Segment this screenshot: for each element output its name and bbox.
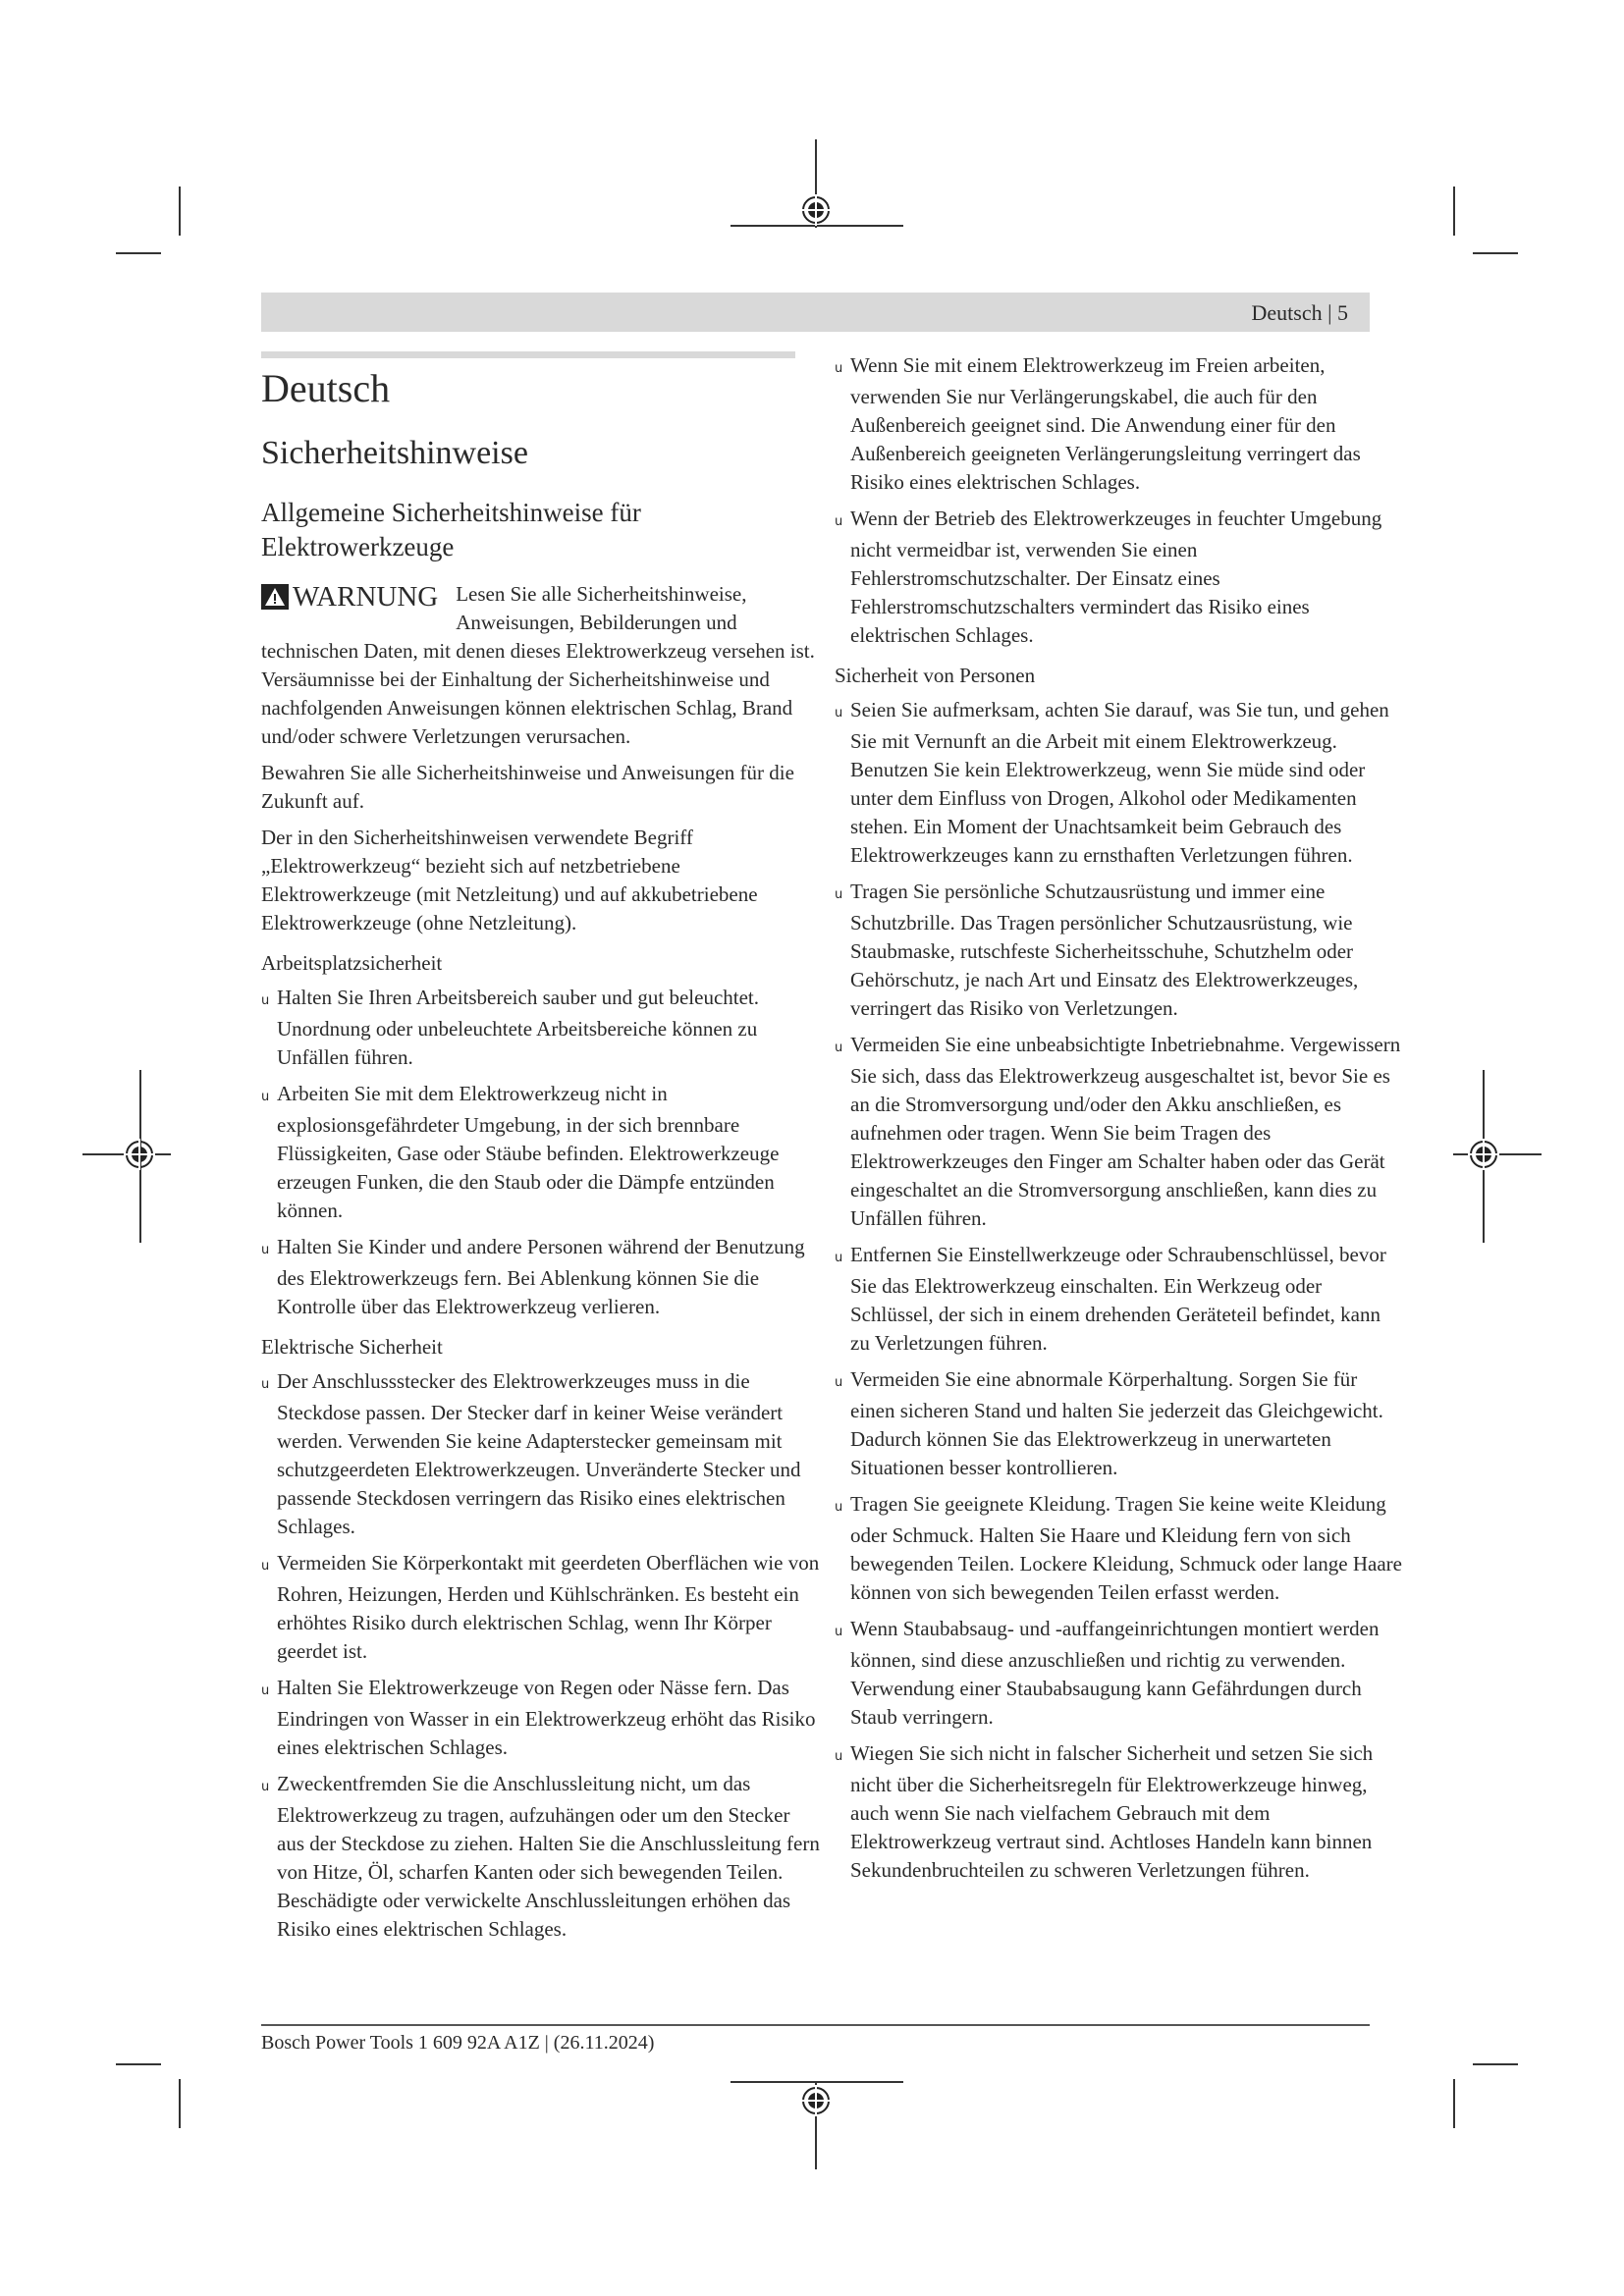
bullet-icon: u: [835, 1251, 843, 1265]
bullet-icon: u: [261, 1779, 270, 1794]
bullet-icon: u: [835, 887, 843, 902]
list-item: u Entfernen Sie Einstellwerkzeuge oder Schraubenschlüssel, bevor Sie das Elektrowerkzeug einschalten. Ein Werkzeug oder Schlüssel, der sich in einem drehenden Geräteteil befindet, kann zu Verletzungen führen.: [835, 1243, 1386, 1355]
bullet-icon: u: [261, 1242, 270, 1257]
list-item: u Tragen Sie geeignete Kleidung. Tragen Sie keine weite Kleidung oder Schmuck. Halten Sie Haare und Kleidung fern von sich bewegenden Teilen. Lockere Kleidung, Schmuck oder lange Haare können von sich bewegenden Teilen erfasst werden.: [835, 1492, 1402, 1604]
crop-mark: [116, 2063, 161, 2065]
intro-paragraph: Bewahren Sie alle Sicherheitshinweise und Anweisungen für die Zukunft auf.: [261, 760, 794, 813]
bullet-icon: u: [261, 1682, 270, 1698]
page-label: Deutsch | 5: [1251, 300, 1348, 325]
list-item: u Tragen Sie persönliche Schutzausrüstung und immer eine Schutzbrille. Das Tragen persönlicher Schutzausrüstung, wie Staubmaske, rutschfeste Sicherheitsschuhe, Schutzhelm oder Gehörschutz, je nach Art und Einsatz des Elektrowerkzeuges, verringert das Risiko von Verletzungen.: [835, 880, 1359, 1020]
bullet-icon: u: [835, 1041, 843, 1055]
warning-triangle-icon: [261, 584, 289, 610]
registration-mark-icon: [800, 2085, 832, 2116]
bullet-icon: u: [835, 706, 843, 721]
warning-label: [261, 580, 438, 614]
warning-text-label: WARNUNG: [293, 580, 439, 613]
list-item: u Der Anschlussstecker des Elektrowerkzeuges muss in die Steckdose passen. Der Stecker darf in keiner Weise verändert werden. Verwenden Sie keine Adapterstecker gemeinsam mit schutzgeerdeten Elektrowerkzeugen. Unveränderte Stecker und passende Steckdosen verringern das Risiko eines elektrischen Schlages.: [261, 1368, 801, 1538]
list-item: u Vermeiden Sie eine abnormale Körperhaltung. Sorgen Sie für einen sicheren Stand und halten Sie jederzeit das Gleichgewicht. Dadurch können Sie das Elektrowerkzeug in unerwarteten Situationen besser kontrollieren.: [835, 1367, 1383, 1479]
list-item: u Halten Sie Ihren Arbeitsbereich sauber und gut beleuchtet. Unordnung oder unbeleuchtete Arbeitsbereiche können zu Unfällen führen.: [261, 985, 759, 1069]
list-arbeitsplatz: [261, 984, 821, 1321]
list-item: u Wenn Staubabsaug- und -auffangeinrichtungen montiert werden können, sind diese anzuschließen und richtig zu verwenden. Verwendung einer Staubabsaugung kann Gefährdungen durch Staub verringern.: [835, 1617, 1380, 1729]
section-title: Sicherheitshinweise: [261, 435, 528, 471]
footer-rule: [261, 2024, 1370, 2026]
bullet-icon: u: [835, 1749, 843, 1764]
crop-mark: [1473, 2063, 1518, 2065]
list-item: u Zweckentfremden Sie die Anschlussleitung nicht, um das Elektrowerkzeug zu tragen, aufzuhängen oder um den Stecker aus der Steckdose zu ziehen. Halten Sie die Anschlussleitung fern von Hitze, Öl, scharfen Kanten oder sich bewegenden Teilen. Beschädigte oder verwickelte Anschlussleitungen erhöhen das Risiko eines elektrischen Schlages.: [261, 1771, 820, 1941]
warning-block: [261, 580, 821, 751]
bullet-icon: u: [835, 1625, 843, 1639]
list-personen: [835, 696, 1404, 1885]
crop-mark: [179, 187, 181, 236]
list-item: u Halten Sie Kinder und andere Personen während der Benutzung des Elektrowerkzeugs fern. Bei Ablenkung können Sie die Kontrolle über das Elektrowerkzeug verlieren.: [261, 1234, 805, 1318]
list-elektrisch-continued: [835, 351, 1404, 650]
list-item: u Vermeiden Sie eine unbeabsichtigte Inbetriebnahme. Vergewissern Sie sich, dass das Elektrowerkzeug ausgeschaltet ist, bevor Sie es an die Stromversorgung und/oder den Akku anschließen, es aufnehmen oder tragen. Wenn Sie beim Tragen des Elektrowerkzeuges den Finger am Schalter haben oder das Gerät eingeschaltet an die Stromversorgung anschließen, kann dies zu Unfällen führen.: [835, 1033, 1401, 1230]
list-item: u Wenn der Betrieb des Elektrowerkzeuges in feuchter Umgebung nicht vermeidbar ist, verwenden Sie einen Fehlerstromschutzschalter. Der Einsatz eines Fehlerstromschutzschalters vermindert das Risiko eines elektrischen Schlages.: [835, 507, 1382, 647]
bullet-icon: u: [835, 1375, 843, 1390]
page-title: Deutsch: [261, 366, 391, 410]
bullet-icon: u: [835, 361, 843, 376]
warning-text: Lesen Sie alle Sicherheitshinweise, Anweisungen, Bebilderungen und technischen Daten, mit denen dieses Elektrowerkzeug versehen ist. Versäumnisse bei der Einhaltung der Sicherheitshinweise und nachfolgenden Anweisungen können elektrischen Schlag, Brand und/oder schwere Verletzungen verursachen.: [261, 581, 815, 748]
page-header: [261, 293, 1370, 332]
list-item: u Seien Sie aufmerksam, achten Sie darauf, was Sie tun, und gehen Sie mit Vernunft an die Arbeit mit einem Elektrowerkzeug. Benutzen Sie kein Elektrowerkzeug, wenn Sie müde sind oder unter dem Einfluss von Drogen, Alkohol oder Medikamenten stehen. Ein Moment der Unachtsamkeit beim Gebrauch des Elektrowerkzeuges kann zu ernsthaften Verletzungen führen.: [835, 698, 1389, 867]
column-rule: [261, 351, 795, 358]
crop-mark: [1453, 187, 1455, 236]
subsection-title: Allgemeine Sicherheitshinweise für Elektrowerkzeuge: [261, 497, 641, 561]
registration-mark-icon: [1468, 1139, 1499, 1170]
bullet-icon: u: [835, 514, 843, 529]
heading-elektrisch: Elektrische Sicherheit: [261, 1334, 443, 1359]
registration-line: [731, 2081, 903, 2083]
crop-mark: [179, 2079, 181, 2128]
crop-mark: [1473, 252, 1518, 254]
bullet-icon: u: [261, 1558, 270, 1574]
registration-mark-icon: [800, 194, 832, 226]
heading-personen: Sicherheit von Personen: [835, 664, 1036, 687]
bullet-icon: u: [835, 1500, 843, 1515]
left-column: [261, 365, 821, 1951]
list-item: u Wiegen Sie sich nicht in falscher Sicherheit und setzen Sie sich nicht über die Sicherheitsregeln für Elektrowerkzeuge hinweg, auch wenn Sie nach vielfachem Gebrauch mit dem Elektrowerkzeug vertraut sind. Achtloses Handeln kann binnen Sekundenbruchteilen zu schweren Verletzungen führen.: [835, 1741, 1374, 1882]
right-column: [835, 351, 1404, 1893]
bullet-icon: u: [261, 1376, 270, 1392]
list-item: u Wenn Sie mit einem Elektrowerkzeug im Freien arbeiten, verwenden Sie nur Verlängerungskabel, die auch für den Außenbereich geeignet sind. Die Anwendung einer für den Außenbereich geeigneten Verlängerungsleitung verringert das Risiko eines elektrischen Schlages.: [835, 353, 1361, 494]
bullet-icon: u: [261, 1089, 270, 1104]
heading-arbeitsplatz: Arbeitsplatzsicherheit: [261, 950, 443, 975]
crop-mark: [116, 252, 161, 254]
list-item: u Halten Sie Elektrowerkzeuge von Regen oder Nässe fern. Das Eindringen von Wasser in ein Elektrowerkzeug erhöht das Risiko eines elektrischen Schlages.: [261, 1675, 816, 1759]
bullet-icon: u: [261, 992, 270, 1008]
page-footer: Bosch Power Tools 1 609 92A A1Z | (26.11.2024): [261, 2032, 655, 2054]
crop-mark: [1453, 2079, 1455, 2128]
list-elektrisch: [261, 1367, 821, 1944]
list-item: u Arbeiten Sie mit dem Elektrowerkzeug nicht in explosionsgefährdeter Umgebung, in der sich brennbare Flüssigkeiten, Gase oder Stäube befinden. Elektrowerkzeuge erzeugen Funken, die den Staub oder die Dämpfe entzünden können.: [261, 1081, 780, 1222]
list-item: u Vermeiden Sie Körperkontakt mit geerdeten Oberflächen wie von Rohren, Heizungen, Herden und Kühlschränken. Es besteht ein erhöhtes Risiko durch elektrischen Schlag, wenn Ihr Körper geerdet ist.: [261, 1550, 820, 1663]
registration-mark-icon: [124, 1139, 155, 1170]
intro-paragraph: Der in den Sicherheitshinweisen verwendete Begriff „Elektrowerkzeug“ bezieht sich auf netzbetriebene Elektrowerkzeuge (mit Netzleitung) und auf akkubetriebene Elektrowerkzeuge (ohne Netzleitung).: [261, 825, 758, 934]
